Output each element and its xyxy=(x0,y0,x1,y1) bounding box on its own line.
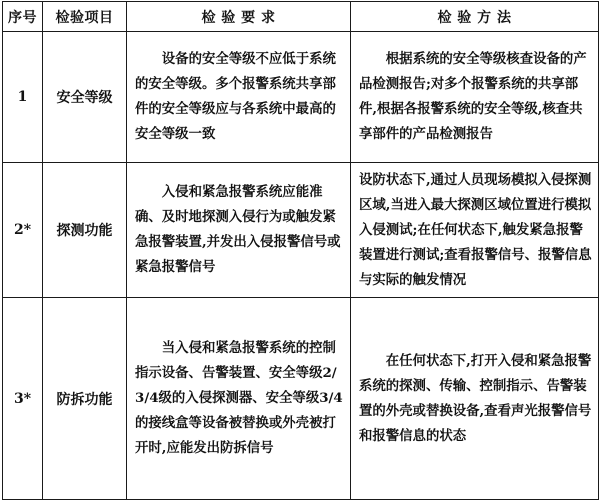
table-row xyxy=(3,32,599,163)
row-method: 在任何状态下,打开入侵和紧急报警系统的探测、传输、控制指示、告警装置的外壳或替换设备,查看声光报警信号和报警信息的状态 xyxy=(359,352,592,444)
row-item: 安全等级 xyxy=(43,32,127,163)
row-number: 1 xyxy=(3,32,43,163)
row-number: 3* xyxy=(3,298,43,500)
inspection-table xyxy=(2,1,599,500)
row-method: 根据系统的安全等级核查设备的产品检测报告;对多个报警系统的共享部件,根据各报警系统的安全等级,核查共享部件的产品检测报告 xyxy=(359,51,587,143)
header-requirement: 检 验 要 求 xyxy=(127,2,351,32)
header-method: 检 验 方 法 xyxy=(351,2,599,32)
header-no: 序号 xyxy=(3,2,43,32)
row-requirement: 当入侵和紧急报警系统的控制指示设备、告警装置、安全等级2/3/4级的入侵探测器、安全等级3/4的接线盒等设备被替换或外壳被打开时,应能发出防拆信号 xyxy=(135,340,343,457)
table-row xyxy=(3,298,599,500)
row-method: 设防状态下,通过人员现场模拟入侵探测区域,当进入最大探测区域位置进行模拟入侵测试;在任何状态下,触发紧急报警装置进行测试;查看报警信号、报警信息与实际的触发情况 xyxy=(359,171,592,288)
row-item: 探测功能 xyxy=(43,163,127,298)
row-requirement: 设备的安全等级不应低于系统的安全等级。多个报警系统共享部件的安全等级应与各系统中最高的安全等级一致 xyxy=(135,51,336,143)
row-item: 防拆功能 xyxy=(43,298,127,500)
table-row xyxy=(3,163,599,298)
header-item: 检验项目 xyxy=(43,2,127,32)
row-method-cell xyxy=(351,32,599,163)
table-body xyxy=(3,32,599,500)
row-number: 2* xyxy=(3,163,43,298)
header-row xyxy=(3,2,599,32)
row-method-cell xyxy=(351,298,599,500)
row-requirement-cell xyxy=(127,163,351,298)
row-requirement-cell xyxy=(127,32,351,163)
row-requirement: 入侵和紧急报警系统应能准确、及时地探测入侵行为或触发紧急报警装置,并发出入侵报警信号或紧急报警信号 xyxy=(135,184,341,276)
row-method-cell xyxy=(351,163,599,298)
table-header xyxy=(3,2,599,32)
row-requirement-cell xyxy=(127,298,351,500)
